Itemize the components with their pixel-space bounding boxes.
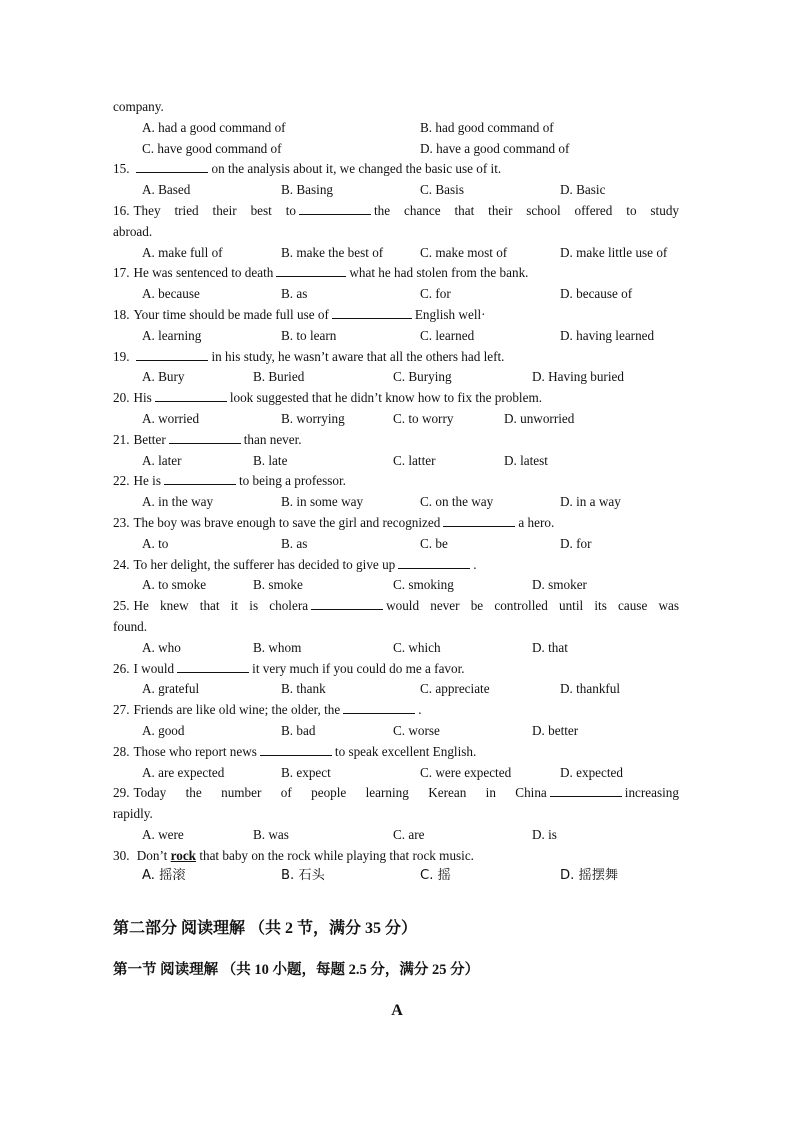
options-row <box>113 638 679 659</box>
option-a: A. learning <box>142 327 202 343</box>
option-b: B. was <box>253 826 289 842</box>
question-text-before: The boy was brave enough to save the girl and recognized <box>133 514 441 530</box>
question-stem <box>113 846 679 867</box>
option-a: A. make full of <box>142 244 223 260</box>
option-a: A. to <box>142 535 169 551</box>
option-d: D. is <box>532 826 557 842</box>
option-c: C. to worry <box>393 410 454 426</box>
option-c: C. make most of <box>420 244 508 260</box>
question-text-after: what he had stolen from the bank. <box>349 265 529 281</box>
options-row <box>113 409 679 430</box>
option-b: B. whom <box>253 639 302 655</box>
question-stem <box>113 201 679 222</box>
answer-blank <box>332 305 412 319</box>
question-text-before: Those who report news <box>133 743 257 759</box>
option-b: B. Basing <box>281 182 334 198</box>
question-text-after: on the analysis about it, we changed the basic use of it. <box>211 161 502 177</box>
question-text-before: He was sentenced to death <box>133 265 274 281</box>
question-text-before: Friends are like old wine; the older, the <box>133 702 341 718</box>
answer-blank <box>550 783 622 797</box>
question-text-after: . <box>473 556 477 572</box>
options-row <box>113 763 679 784</box>
option-b: B. as <box>281 286 308 302</box>
option-b: B. Buried <box>253 369 305 385</box>
option-a: A. good <box>142 722 185 738</box>
question-text-after: to being a professor. <box>238 473 346 489</box>
answer-blank <box>311 596 383 610</box>
option-c: C. were expected <box>420 764 512 780</box>
option-c: C. have good command of <box>142 140 282 156</box>
subsection-title: 第一节 阅读理解 （共 10 小题，每题 2.5 分，满分 25 分） <box>113 962 480 978</box>
question-text-before: Don’t <box>136 847 168 863</box>
question-text-after: . <box>418 702 422 718</box>
question-number: 24. <box>113 556 130 572</box>
option-c: C. which <box>393 639 441 655</box>
option-a: A. later <box>142 452 182 468</box>
options-row <box>113 679 679 700</box>
option-a: A. grateful <box>142 681 200 697</box>
option-b: B. expect <box>281 764 331 780</box>
options-row-14b <box>113 139 679 160</box>
question-text-before: Today the number of people learning Kerean in China <box>133 785 547 801</box>
question-number: 29. <box>113 785 130 801</box>
option-d: D. latest <box>504 452 548 468</box>
question-number: 16. <box>113 202 130 218</box>
options-row <box>113 180 679 201</box>
question-number: 20. <box>113 390 130 406</box>
options-row <box>113 367 679 388</box>
option-b: B. in some way <box>281 494 364 510</box>
question-stem <box>113 471 679 492</box>
option-d: D. thankful <box>560 681 621 697</box>
question-text-after: in his study, he wasn’t aware that all the others had left. <box>211 348 505 364</box>
question-text-after: it very much if you could do me a favor. <box>252 660 465 676</box>
option-b: B. to learn <box>281 327 337 343</box>
question-text-before: He is <box>133 473 161 489</box>
question-stem <box>113 513 679 534</box>
option-c: C. appreciate <box>420 681 490 697</box>
option-d: D. smoker <box>532 577 587 593</box>
answer-blank <box>343 700 415 714</box>
option-d: D. Basic <box>560 182 606 198</box>
question-number: 26. <box>113 660 130 676</box>
option-d: D. expected <box>560 764 623 780</box>
option-c: C. 摇 <box>420 868 451 884</box>
question-list <box>113 97 679 887</box>
answer-blank <box>299 201 371 215</box>
answer-blank <box>398 555 470 569</box>
question-text-before: He knew that it is cholera <box>133 598 309 614</box>
section-title: 第二部分 阅读理解 （共 2 节，满分 35 分） <box>113 920 418 937</box>
option-b: B. worrying <box>281 410 345 426</box>
question-text-before: His <box>133 390 152 406</box>
answer-blank <box>136 347 208 361</box>
option-a: A. who <box>142 639 181 655</box>
option-a: A. had a good command of <box>142 119 286 135</box>
option-a: A. to smoke <box>142 577 207 593</box>
option-c: C. smoking <box>393 577 454 593</box>
option-c: C. Burying <box>393 369 452 385</box>
options-row-14 <box>113 118 679 139</box>
option-a: A. were <box>142 826 184 842</box>
option-b: B. make the best of <box>281 244 384 260</box>
answer-blank <box>136 159 208 173</box>
options-row <box>113 243 679 264</box>
answer-blank <box>260 742 332 756</box>
option-c: C. latter <box>393 452 436 468</box>
option-b: B. as <box>281 535 308 551</box>
option-d: D. make little use of <box>560 244 668 260</box>
question-stem <box>113 263 679 284</box>
question-text-after: look suggested that he didn’t know how to fix the problem. <box>229 390 542 406</box>
answer-blank <box>443 513 515 527</box>
option-d: D. that <box>532 639 568 655</box>
question-continuation: rapidly. <box>113 806 153 822</box>
option-d: D. because of <box>560 286 633 302</box>
passage-label: A <box>391 1002 403 1019</box>
option-c: C. for <box>420 286 451 302</box>
options-row <box>113 534 679 555</box>
options-row <box>113 825 679 846</box>
options-row <box>113 451 679 472</box>
option-a: A. worried <box>142 410 200 426</box>
options-row <box>113 866 679 887</box>
question-stem <box>113 783 679 804</box>
answer-blank <box>164 471 236 485</box>
option-d: D. unworried <box>504 410 575 426</box>
question-stem <box>113 388 679 409</box>
option-d: D. 摇摆舞 <box>560 868 619 884</box>
question-continuation: found. <box>113 618 148 634</box>
answer-blank <box>169 430 241 444</box>
question-number: 18. <box>113 306 130 322</box>
option-d: D. having learned <box>560 327 655 343</box>
option-c: C. on the way <box>420 494 494 510</box>
option-b: B. smoke <box>253 577 303 593</box>
option-d: D. for <box>560 535 592 551</box>
question-text-before: Better <box>133 431 166 447</box>
option-d: D. better <box>532 722 579 738</box>
question-text-after: than never. <box>243 431 302 447</box>
option-a: A. 摇滚 <box>142 868 186 884</box>
question-number: 28. <box>113 743 130 759</box>
question-stem <box>113 596 679 617</box>
option-c: C. be <box>420 535 448 551</box>
question-text-after: to speak excellent English. <box>334 743 477 759</box>
question-stem <box>113 430 679 451</box>
question-stem <box>113 700 679 721</box>
question-number: 23. <box>113 514 130 530</box>
option-d: D. have a good command of <box>420 140 570 156</box>
question-stem <box>113 159 679 180</box>
question-stem <box>113 347 679 368</box>
option-a: A. Bury <box>142 369 185 385</box>
option-d: D. Having buried <box>532 369 624 385</box>
option-c: C. learned <box>420 327 475 343</box>
answer-blank <box>276 263 346 277</box>
option-c: C. Basis <box>420 182 464 198</box>
question-text-after: a hero. <box>518 514 555 530</box>
question-continuation: company. <box>113 99 164 114</box>
question-text-before: I would <box>133 660 175 676</box>
option-b: B. had good command of <box>420 119 554 135</box>
question-text-after: would never be controlled until its cause was <box>386 598 679 614</box>
question-number: 21. <box>113 431 130 447</box>
question-text-after: that baby on the rock while playing that rock music. <box>199 847 474 863</box>
answer-blank <box>177 659 249 673</box>
options-row <box>113 575 679 596</box>
options-row <box>113 326 679 347</box>
option-c: C. are <box>393 826 425 842</box>
question-number: 15. <box>113 161 130 177</box>
option-a: A. Based <box>142 182 191 198</box>
question-number: 17. <box>113 265 130 281</box>
underlined-word: rock <box>170 847 197 863</box>
question-text-before: To her delight, the sufferer has decided to give up <box>133 556 396 572</box>
question-number: 27. <box>113 702 130 718</box>
question-continuation: abroad. <box>113 223 153 239</box>
question-number: 30. <box>113 847 130 863</box>
question-stem <box>113 555 679 576</box>
question-stem <box>113 305 679 326</box>
question-text-after: the chance that their school offered to study <box>374 202 679 218</box>
options-row <box>113 492 679 513</box>
question-text-after: English well· <box>414 306 486 322</box>
question-number: 22. <box>113 473 130 489</box>
option-b: B. thank <box>281 681 326 697</box>
options-row <box>113 721 679 742</box>
question-text-before: They tried their best to <box>133 202 296 218</box>
option-b: B. 石头 <box>281 868 325 884</box>
option-c: C. worse <box>393 722 440 738</box>
question-number: 19. <box>113 348 130 364</box>
options-row <box>113 284 679 305</box>
question-text-before: Your time should be made full use of <box>133 306 329 322</box>
answer-blank <box>155 388 227 402</box>
question-text-after: increasing <box>624 785 679 801</box>
question-stem <box>113 659 679 680</box>
option-a: A. because <box>142 286 200 302</box>
question-number: 25. <box>113 598 130 614</box>
option-a: A. are expected <box>142 764 225 780</box>
option-b: B. late <box>253 452 288 468</box>
option-b: B. bad <box>281 722 316 738</box>
option-d: D. in a way <box>560 494 621 510</box>
option-a: A. in the way <box>142 494 214 510</box>
question-stem <box>113 742 679 763</box>
